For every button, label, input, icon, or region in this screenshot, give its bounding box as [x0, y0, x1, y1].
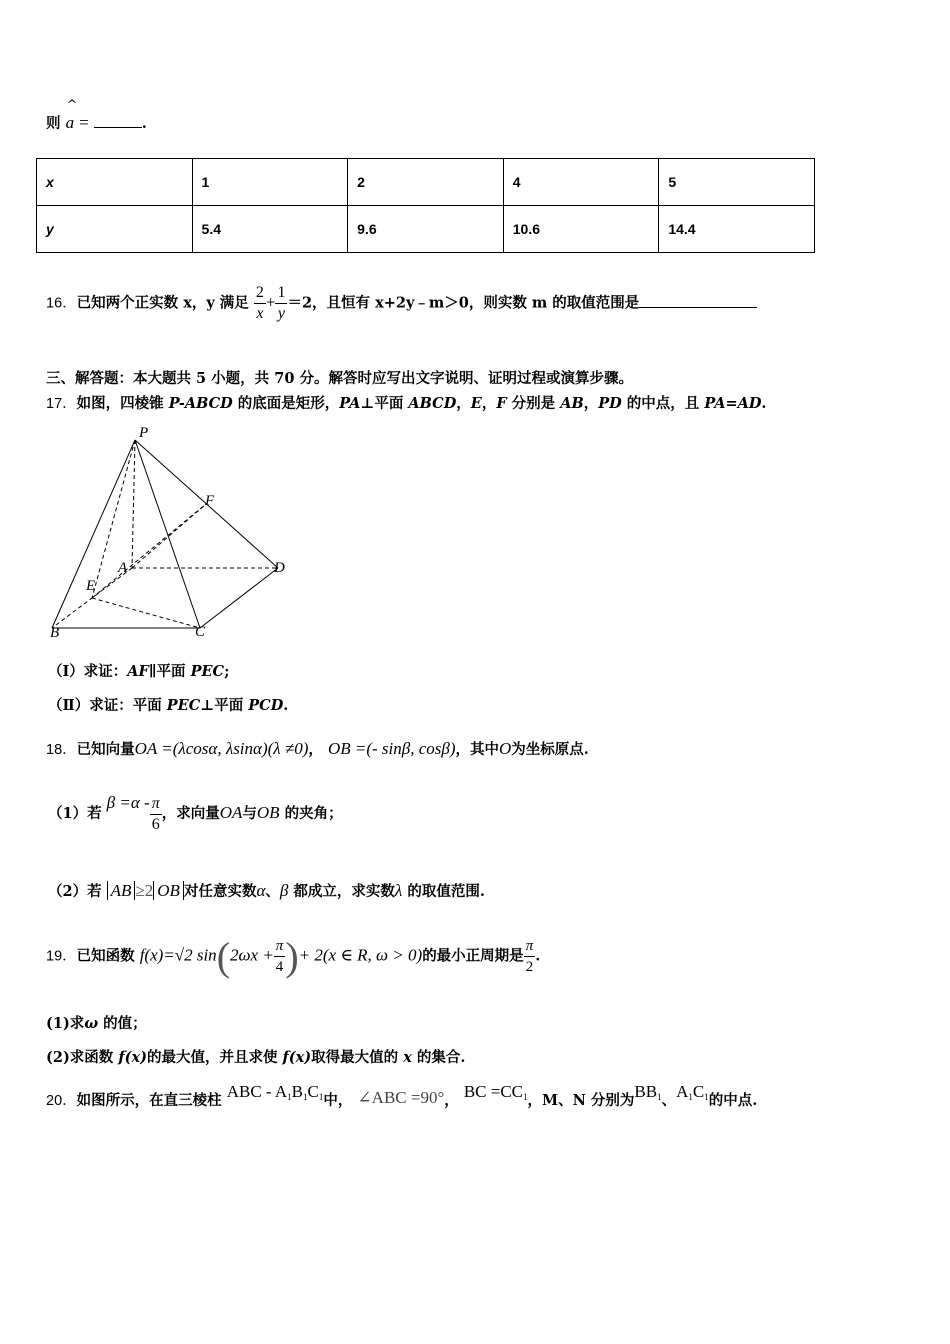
fraction-1-over-y: $\frac{1}{y}$	[277, 284, 286, 322]
segment-bb1: $BB_1$	[634, 1082, 662, 1102]
q18-part-1: （1）若 β =α - $\frac{\pi}{6}$ ，求向量OA与OB 的夹角；	[48, 793, 343, 833]
bc-eq-cc1: BC $=CC_1$	[463, 1082, 528, 1102]
label-f: F	[205, 493, 215, 509]
edge-pc	[135, 440, 200, 628]
q15-answer-blank	[94, 113, 142, 128]
q19-part-1: (1)求ω 的值；	[46, 1015, 147, 1032]
table-row	[37, 159, 815, 206]
table-cell: 9.6	[348, 206, 504, 253]
edge-pb	[52, 440, 135, 628]
label-a: A	[118, 560, 128, 576]
question-17: 17．如图，四棱锥 P-ABCD 的底面是矩形，PA⊥平面 ABCD，E，F 分别是 AB，PD 的中点，且 PA=AD.	[46, 395, 767, 412]
label-c: C	[195, 624, 206, 640]
table-row	[37, 206, 815, 253]
table-cell: 2	[348, 159, 504, 206]
table-cell: 14.4	[659, 206, 815, 253]
q16-answer-blank	[639, 293, 757, 308]
fraction-pi-over-4: $\frac{\pi}{4}$	[275, 938, 284, 975]
q15-equals: =	[79, 113, 89, 132]
table-cell: 4	[503, 159, 659, 206]
vector-oa-expr: OA =(λcosα, λsinα)(λ ≠0)	[134, 739, 309, 758]
edge-cd	[200, 568, 278, 628]
segment-ec	[92, 598, 200, 628]
angle-abc: ∠ABC =90°	[357, 1088, 445, 1107]
fraction-pi-over-2: $\frac{\pi}{2}$	[525, 938, 534, 975]
segment-ef	[92, 504, 206, 598]
question-18: 18．已知向量OA =(λcosα, λsinα)(λ ≠0)， OB =(- sinβ, cosβ)，其中O为坐标原点.	[46, 739, 589, 758]
section-heading: 三、解答题：本大题共 5 小题，共 70 分。解答时应写出文字说明、证明过程或演算步骤。	[46, 370, 633, 387]
xy-data-table	[36, 158, 815, 253]
table-cell: 5.4	[192, 206, 348, 253]
question-19: 19．已知函数 f(x)=√2 sin(2ωx + $\frac{\pi}{4}$ )+ 2(x ∈ R, ω > 0)的最小正周期是 $\frac{\pi}{2}$ .	[46, 934, 541, 979]
table-cell: y	[37, 206, 193, 253]
q19-part-2: (2)求函数 f(x)的最大值，并且求使 f(x)取得最大值的 x 的集合.	[46, 1049, 466, 1066]
q17-part-2: （Ⅱ）求证：平面 PEC⊥平面 PCD.	[48, 697, 289, 714]
label-e: E	[86, 578, 96, 594]
q15-prefix: 则	[46, 115, 61, 132]
table-cell: 10.6	[503, 206, 659, 253]
question-20: 20．如图所示，在直三棱柱 ABC - $A_1B_1C_1$中， ∠ABC =90°， BC $=CC_1$，M、N 分别为$BB_1$、$A_1C_1$的中点.	[46, 1082, 758, 1109]
q18-part-2: （2）若 AB ≥2 OB 对任意实数α、β 都成立，求实数λ 的取值范围.	[48, 881, 485, 900]
question-16: 16．已知两个正实数 x，y 满足 $\frac{2}{x}$ + $\frac{1}{y}$ ＝2，且恒有 x+2y﹣m＞0，则实数 m 的取值范围是	[46, 283, 757, 324]
label-b: B	[50, 625, 60, 641]
label-p: P	[139, 425, 149, 441]
q17-part-1: （Ⅰ）求证：AF∥平面 PEC;	[48, 663, 230, 680]
pyramid-figure	[40, 420, 300, 645]
table-cell: 1	[192, 159, 348, 206]
segment-pe	[92, 440, 135, 598]
table-cell: 5	[659, 159, 815, 206]
prism-name: ABC - $A_1B_1C_1$	[226, 1082, 324, 1102]
fraction-2-over-x: $\frac{2}{x}$	[255, 284, 264, 322]
fraction-pi-over-6: $\frac{\pi}{6}$	[151, 794, 160, 833]
function-lhs: f(x)=√2 sin	[139, 945, 217, 965]
edge-pa	[132, 440, 135, 568]
q15-answer-line: 则 ^ a = .	[46, 98, 147, 132]
label-d: D	[274, 560, 285, 576]
segment-a1c1: $A_1C_1$	[676, 1082, 709, 1102]
table-cell: x	[37, 159, 193, 206]
a-hat: ^ a	[65, 98, 78, 132]
question-number: 16．	[46, 295, 77, 312]
vector-ob-expr: OB =(- sinβ, cosβ)	[327, 739, 456, 758]
